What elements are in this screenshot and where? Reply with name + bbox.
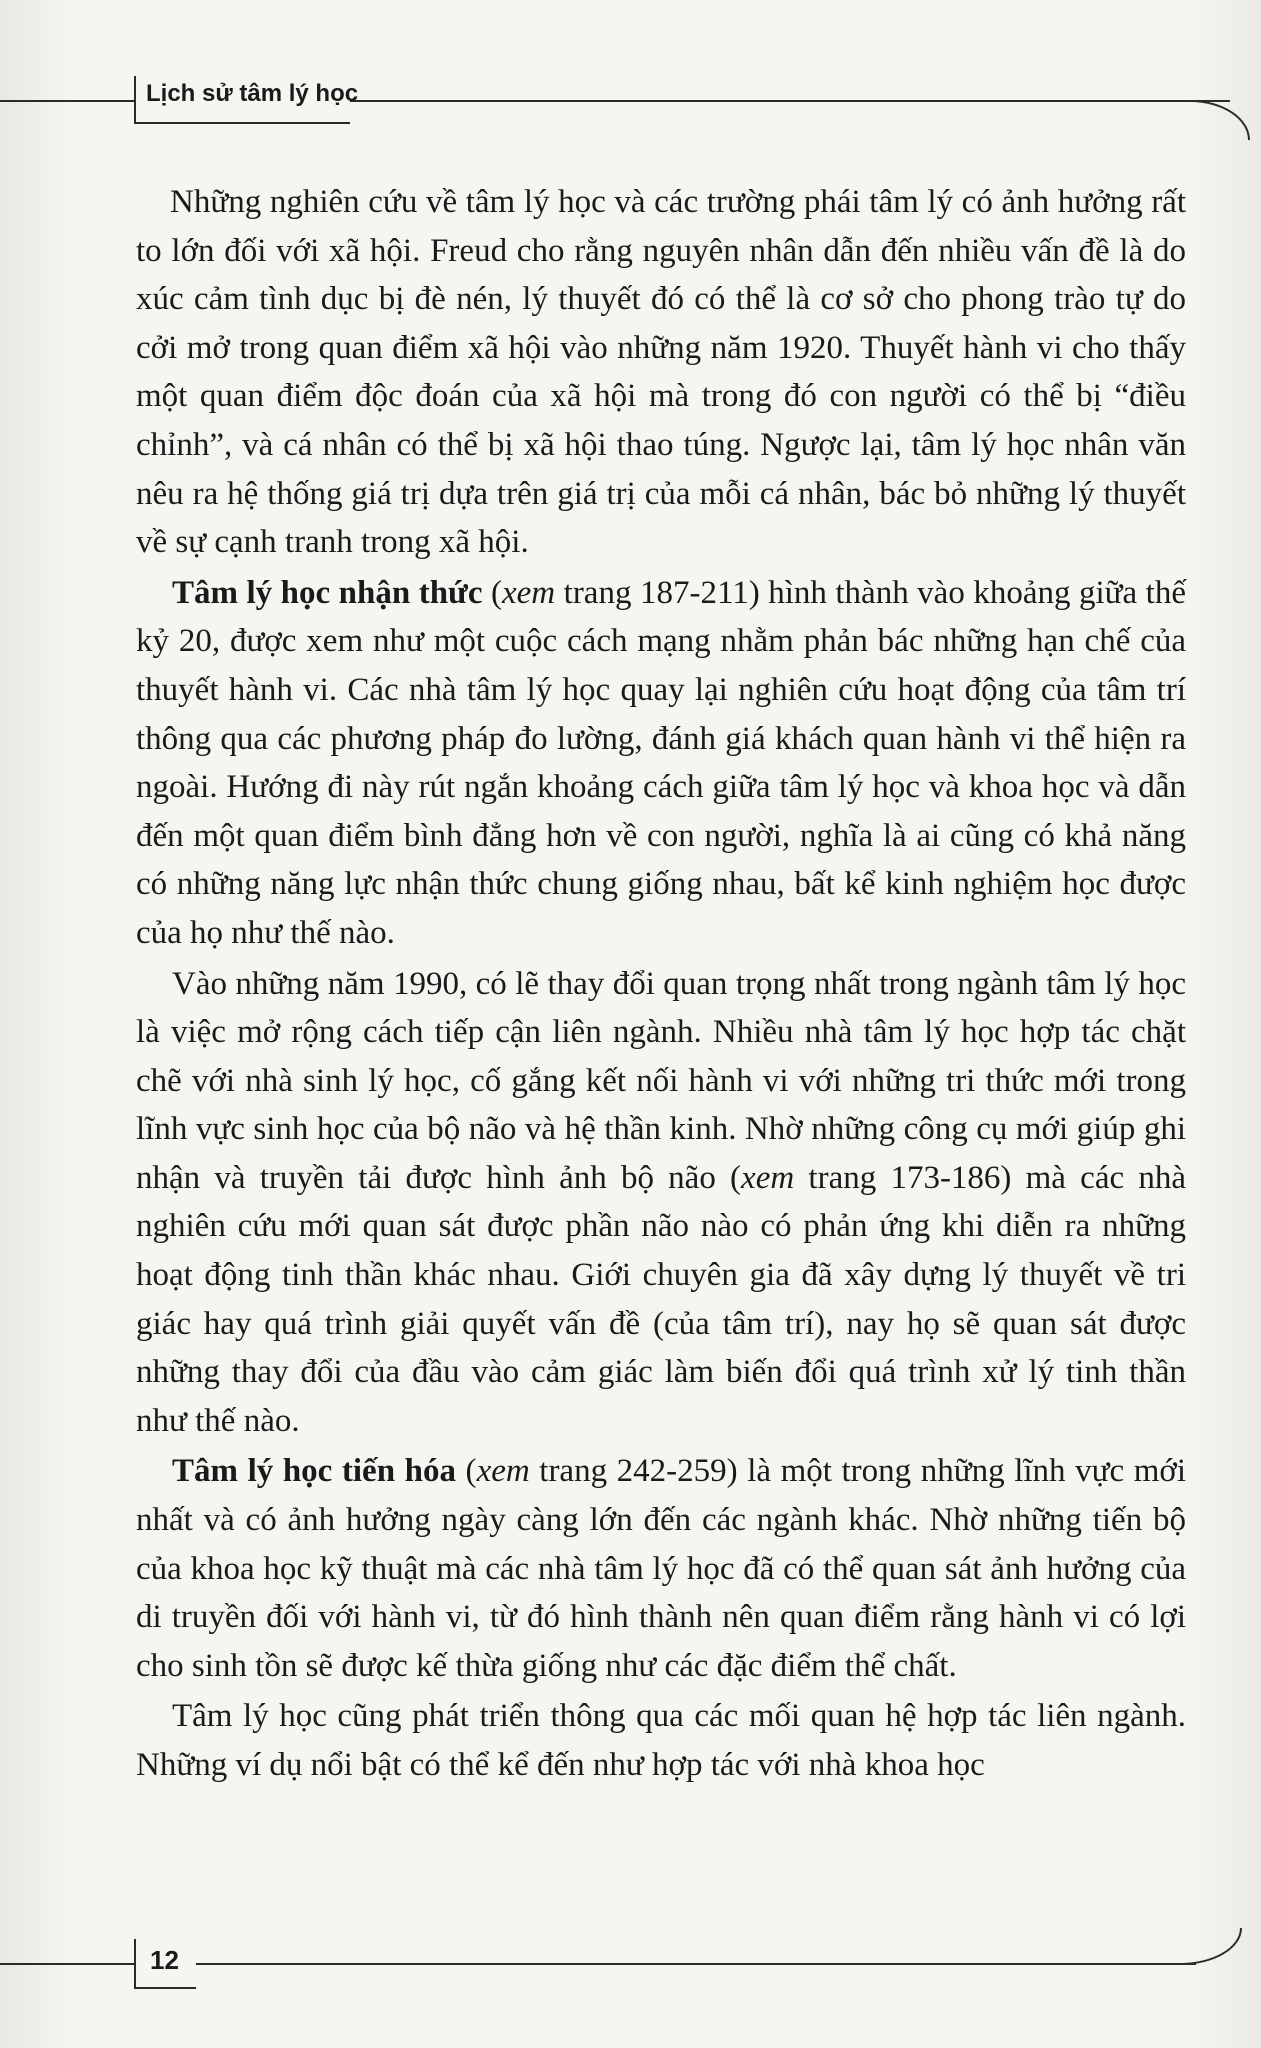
header-rule-curve	[1190, 100, 1250, 140]
running-header-title: Lịch sử tâm lý học	[146, 80, 359, 107]
paragraph-2	[136, 569, 1186, 958]
italic-word: xem	[476, 1453, 530, 1490]
footer-rule-curve	[1180, 1928, 1242, 1965]
text-run: Tâm lý học cũng phát triển thông qua các mối quan hệ hợp tác liên ngành. Những ví dụ nổi bật có thể kể đến như hợp tác với nhà khoa học	[136, 1698, 1186, 1783]
bold-term: Tâm lý học nhận thức	[172, 574, 483, 611]
text-run: trang 242-259) là một trong những lĩnh vực mới nhất và có ảnh hưởng ngày càng lớn đến các ngành khác. Nhờ những tiến bộ của khoa học kỹ thuật mà các nhà tâm lý học đã có thể quan sát ảnh hưởng của di truyền đối với hành vi, từ đó hình thành nên quan điểm rằng hành vi có lợi cho sinh tồn sẽ được kế thừa giống như các đặc điểm thể chất.	[136, 1453, 1187, 1684]
paragraph-5	[136, 1692, 1186, 1789]
bold-term: Tâm lý học tiến hóa	[172, 1453, 456, 1490]
text-run: (	[482, 574, 503, 611]
text-run: trang 187-211) hình thành vào khoảng giữa thế kỷ 20, được xem như một cuộc cách mạng nhằm phản bác những hạn chế của thuyết hành vi. Các nhà tâm lý học quay lại nghiên cứu hoạt động của tâm trí thông qua các phương pháp đo lường, đánh giá khách quan hành vi thể hiện ra ngoài. Hướng đi này rút ngắn khoảng cách giữa tâm lý học và khoa học và dẫn đến một quan điểm bình đẳng hơn về con người, nghĩa là ai cũng có khả năng có những năng lực nhận thức chung giống nhau, bất kể kinh nghiệm học được của họ như thế nào.	[136, 574, 1186, 951]
text-run: Vào những năm 1990, có lẽ thay đổi quan trọng nhất trong ngành tâm lý học là việc mở rộng cách tiếp cận liên ngành. Nhiều nhà tâm lý học hợp tác chặt chẽ với nhà sinh lý học, cố gắng kết nối hành vi với những tri thức mới trong lĩnh vực sinh học của bộ não và hệ thần kinh. Nhờ những công cụ mới giúp ghi nhận và truyền tải được hình ảnh bộ não (	[136, 965, 1186, 1196]
body-text	[136, 178, 1186, 1792]
header-rule-right	[350, 100, 1230, 102]
text-run: (	[455, 1453, 477, 1490]
paragraph-4	[136, 1447, 1186, 1690]
page-number: 12	[150, 1945, 179, 1975]
paragraph-3	[136, 960, 1186, 1446]
text-run: Những nghiên cứu về tâm lý học và các trường phái tâm lý có ảnh hưởng rất to lớn đối với xã hội. Freud cho rằng nguyên nhân dẫn đến nhiều vấn đề là do xúc cảm tình dục bị đè nén, lý thuyết đó có thể là cơ sở cho phong trào tự do cởi mở trong quan điểm xã hội vào những năm 1920. Thuyết hành vi cho thấy một quan điểm độc đoán của xã hội mà trong đó con người có thể bị “điều chỉnh”, và cá nhân có thể bị xã hội thao túng. Ngược lại, tâm lý học nhân văn nêu ra hệ thống giá trị dựa trên giá trị của mỗi cá nhân, bác bỏ những lý thuyết về sự cạnh tranh trong xã hội.	[136, 184, 1186, 561]
footer-rule-right	[196, 1963, 1196, 1965]
text-run: trang 173-186) mà các nhà nghiên cứu mới quan sát được phần não nào có phản ứng khi diễn ra những hoạt động tinh thần khác nhau. Giới chuyên gia đã xây dựng lý thuyết về tri giác hay quá trình giải quyết vấn đề (của tâm trí), nay họ sẽ quan sát được những thay đổi của đầu vào cảm giác làm biến đổi quá trình xử lý tinh thần như thế nào.	[136, 1159, 1186, 1439]
footer-rule-left	[0, 1963, 134, 1965]
paragraph-1	[136, 178, 1186, 567]
italic-word: xem	[502, 574, 556, 611]
italic-word: xem	[741, 1159, 795, 1196]
header-rule-left	[0, 100, 134, 102]
